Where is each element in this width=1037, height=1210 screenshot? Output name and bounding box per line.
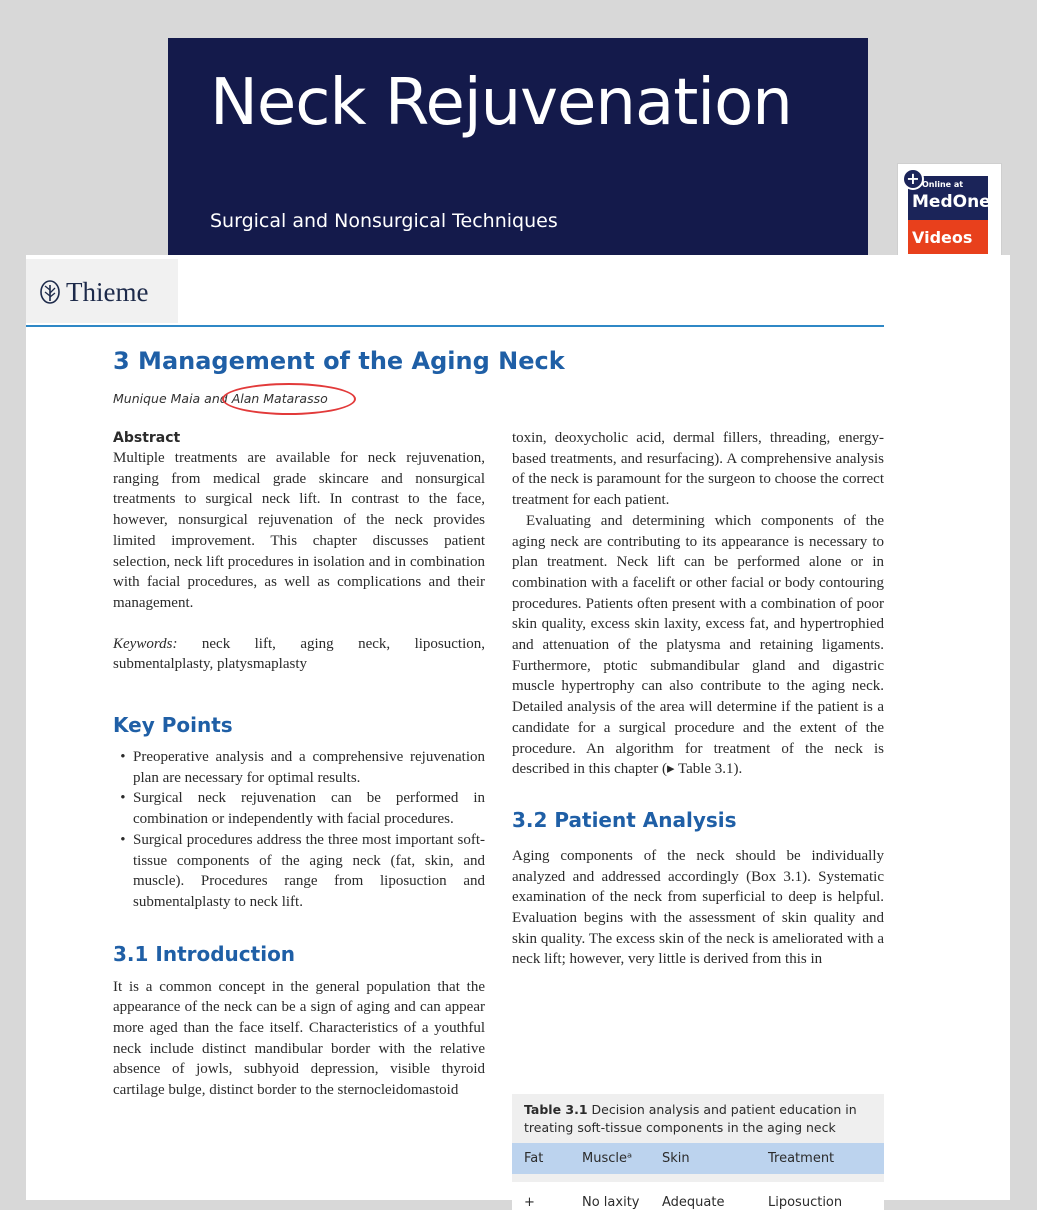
- list-item: • Preoperative analysis and a comprehensive rejuvenation plan are necessary for optimal results.: [133, 747, 485, 788]
- key-points-list: [113, 747, 485, 913]
- plus-icon: +: [902, 168, 924, 190]
- right-paragraph-1: toxin, deoxycholic acid, dermal fillers, threading, energy-based treatments, and resurfacing). A comprehensive analysis of the neck is paramount for the surgeon to choose the correct treatment for each patient.: [512, 430, 884, 509]
- table-cell: +: [524, 1195, 535, 1210]
- red-annotation-circle: [222, 383, 356, 415]
- table-header-row: [512, 1143, 884, 1174]
- chapter-title: 3 Management of the Aging Neck: [113, 347, 565, 375]
- abstract-text: Multiple treatments are available for neck rejuvenation, ranging from medical grade skincare and nonsurgical treatments to surgical neck lift. In contrast to the face, however, nonsurgical rejuvenation of the neck provides limited improvement. This chapter discusses patient selection, neck lift procedures in isolation and in combination with facial procedures, as well as complications and their management.: [113, 450, 485, 611]
- book-title: Neck Rejuvenation: [210, 66, 792, 140]
- left-column: [113, 428, 485, 1101]
- table-caption-text: Decision analysis and patient education in treating soft-tissue components in the aging neck: [524, 1102, 857, 1135]
- book-cover-banner: [168, 38, 868, 268]
- author-1: Munique Maia and: [113, 391, 228, 406]
- medone-videos-badge: [897, 163, 1002, 257]
- patient-analysis-text: Aging components of the neck should be individually analyzed and addressed accordingly (Box 3.1). Systematic examination of the neck from superficial to deep is helpful. Evaluation begins with the assessment of skin quality and skin quality. The excess skin of the neck is ameliorated with a neck lift; however, very little is derived from this in: [512, 847, 884, 968]
- table-caption: [512, 1094, 884, 1143]
- videos-label-box: [908, 220, 988, 254]
- thieme-logo: [26, 259, 178, 323]
- medone-logo: [906, 169, 991, 220]
- introduction-heading: 3.1 Introduction: [113, 941, 296, 966]
- book-subtitle: Surgical and Nonsurgical Techniques: [210, 210, 558, 232]
- author-2: Alan Matarasso: [231, 391, 328, 406]
- table-cell: No laxity: [582, 1195, 640, 1210]
- patient-analysis-heading: 3.2 Patient Analysis: [512, 807, 737, 832]
- publisher-name: Thieme: [66, 277, 149, 307]
- header-divider: [26, 325, 884, 327]
- column-header-treatment: Treatment: [768, 1151, 835, 1166]
- table-label: Table 3.1: [524, 1102, 588, 1117]
- table-cell: Adequate: [662, 1195, 725, 1210]
- keywords-text: neck lift, aging neck, liposuction, submentalplasty, platysmaplasty: [113, 635, 485, 673]
- column-header-skin: Skin: [662, 1151, 690, 1166]
- column-header-fat: Fat: [524, 1151, 544, 1166]
- list-item: • Surgical neck rejuvenation can be performed in combination or independently with facial procedures.: [133, 788, 485, 829]
- key-points-heading: Key Points: [113, 713, 233, 738]
- table-cell: Liposuction: [768, 1195, 843, 1210]
- videos-label: Videos: [912, 228, 973, 247]
- right-paragraph-2: Evaluating and determining which components of the aging neck are contributing to its appearance is necessary to plan treatment. Neck lift can be performed alone or in combination with a facelift or other facial or body contouring procedures. Patients often present with a combination of poor skin quality, excess skin laxity, excess fat, and hypertrophied and attenuation of the platysma and retaining ligaments. Furthermore, ptotic submandibular gland and digastric muscle hypertrophy can also contribute to the aging neck. Detailed analysis of the area will determine if the patient is a candidate for a surgical procedure and the extent of the procedure. An algorithm for treatment of the neck is described in this chapter (▸ Table 3.1).: [512, 512, 884, 778]
- tree-icon: [40, 280, 60, 304]
- list-item: • Surgical procedures address the three most important soft-tissue components of the aging neck (fat, skin, and muscle). Procedures range from liposuction and submentalplasty to neck lift.: [133, 830, 485, 913]
- table-3-1: [512, 1094, 884, 1210]
- chapter-page: [26, 255, 1010, 1210]
- keywords: [113, 634, 485, 675]
- keywords-label: Keywords:: [113, 635, 178, 652]
- column-header-muscle: Muscleᵃ: [582, 1151, 633, 1166]
- right-column: [512, 428, 884, 970]
- medone-name: MedOne: [912, 192, 991, 212]
- abstract-heading: Abstract: [113, 430, 181, 446]
- medone-online-label: Online at: [922, 180, 964, 189]
- introduction-text: It is a common concept in the general population that the appearance of the neck can be a sign of aging and can appear more aged than the face itself. Characteristics of a youthful neck include distinct mandibular border with the relative absence of jowls, subhyoid depression, visible thyroid cartilage bulge, distinct border to the sternocleidomastoid: [113, 978, 485, 1099]
- table-row: [512, 1182, 884, 1210]
